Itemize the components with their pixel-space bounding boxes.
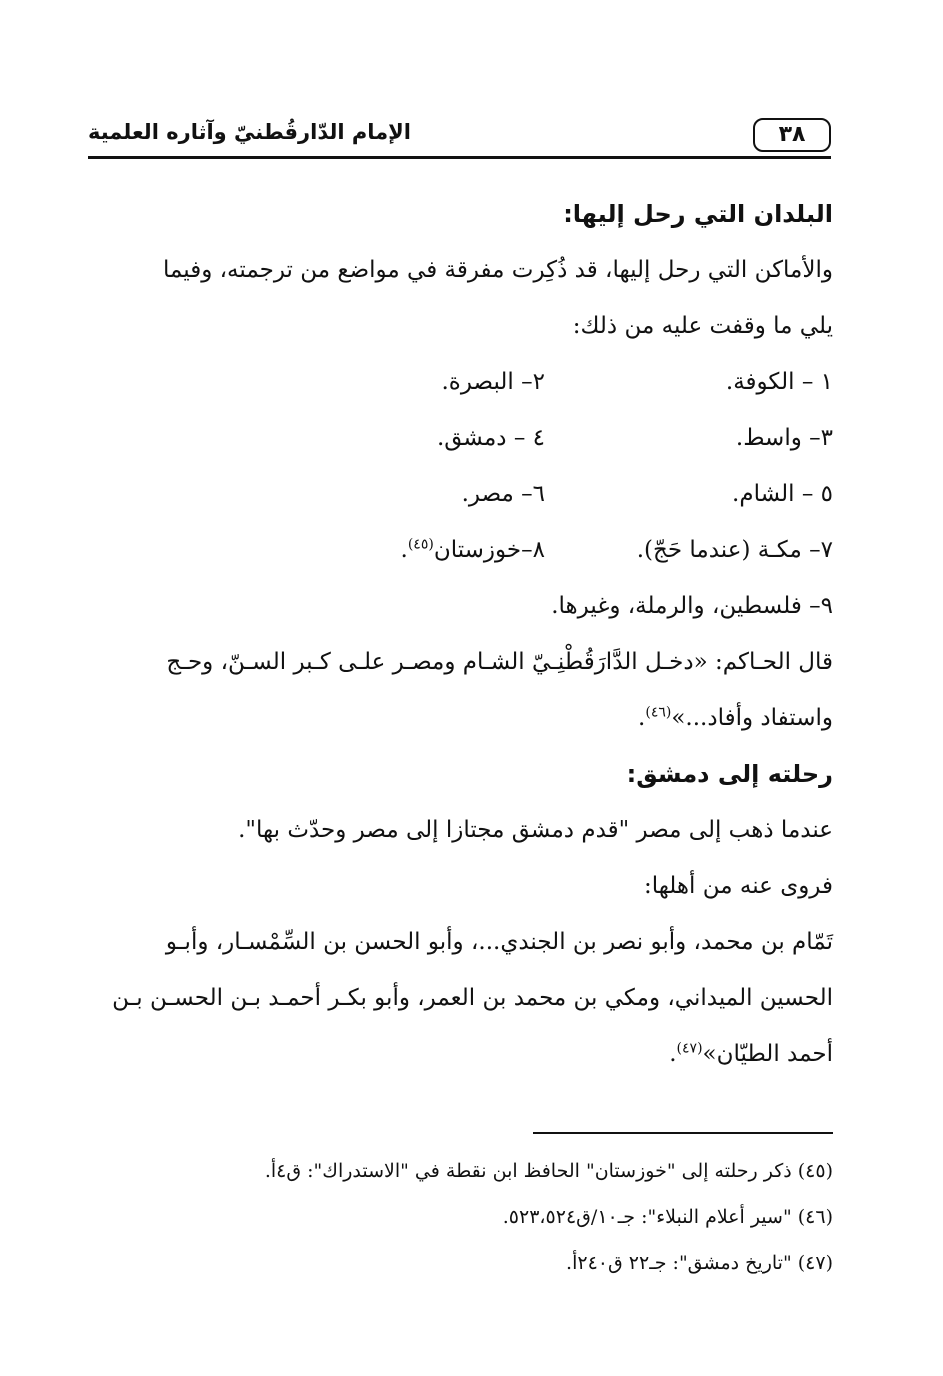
footnote-item: (٤٦) "سير أعلام النبلاء": جـ١٠/ق٥٢٣،٥٢٤.	[502, 1206, 833, 1228]
paragraph-line: فروى عنه من أهلها:	[643, 873, 833, 899]
section-heading-countries: البلدان التي رحل إليها:	[563, 200, 833, 228]
list-item: ٩– فلسطين، والرملة، وغيرها.	[551, 593, 833, 619]
page-header	[88, 112, 831, 160]
list-item: ٢– البصرة.	[441, 369, 545, 395]
footnotes	[110, 1148, 833, 1286]
paragraph-line: تَمّام بن محمد، وأبو نصر بن الجندي...، وأبو الحسن بن السِّمْسـار، وأبـو	[165, 929, 833, 955]
list-item-tail: .	[400, 537, 408, 563]
quote-tail: .	[638, 705, 646, 731]
list-item: ٥ – الشام.	[732, 481, 833, 507]
footnote-separator	[533, 1132, 833, 1134]
footnote-ref: (٤٦)	[645, 704, 672, 721]
paragraph-line: الحسين الميداني، ومكي بن محمد بن العمر، وأبو بكـر أحمـد بـن الحسـن بـن	[112, 985, 833, 1011]
footnote-item: (٤٧) "تاريخ دمشق": جـ٢٢ ق٢٤٠أ.	[566, 1252, 833, 1274]
quote-end: واستفاد وأفاد...»	[671, 705, 833, 731]
list-item: ٣– واسط.	[735, 425, 833, 451]
section-heading-damascus: رحلته إلى دمشق:	[626, 760, 833, 788]
list-item: ٦– مصر.	[461, 481, 545, 507]
paragraph-line: قال الحـاكم: «دخـل الدَّارَقُطْنِـيّ الشـام ومصـر علـى كـبر السـنّ، وحـج	[166, 649, 833, 675]
page-number: ٣٨	[753, 118, 831, 152]
list-item: ١ – الكوفة.	[725, 369, 833, 395]
footnote-item: (٤٥) ذكر رحلته إلى "خوزستان" الحافظ ابن نقطة في "الاستدراك": ق٤أ.	[264, 1160, 833, 1182]
list-item-text: ٨–خوزستان	[433, 537, 545, 563]
list-item: ٤ – دمشق.	[436, 425, 545, 451]
narrator-end: أحمد الطيّان»	[702, 1041, 833, 1067]
paragraph-line	[86, 1026, 833, 1082]
countries-list	[86, 354, 833, 578]
header-rule	[88, 156, 831, 159]
running-title: الإمام الدّارقُطنيّ وآثاره العلمية	[88, 120, 411, 144]
paragraph-line: والأماكن التي رحل إليها، قد ذُكِرت مفرقة في مواضع من ترجمته، وفيما	[162, 257, 833, 283]
list-item	[86, 522, 563, 578]
paragraph-line: يلي ما وقفت عليه من ذلك:	[572, 313, 833, 339]
paragraph-line: عندما ذهب إلى مصر "قدم دمشق مجتازا إلى مصر وحدّث بها".	[238, 817, 833, 843]
narrator-tail: .	[669, 1041, 677, 1067]
list-item: ٧– مكـة (عندما حَجّ).	[636, 537, 833, 563]
footnote-ref: (٤٥)	[407, 536, 434, 553]
paragraph-line	[86, 690, 833, 746]
footnote-ref: (٤٧)	[676, 1040, 703, 1057]
main-text	[86, 186, 833, 1082]
